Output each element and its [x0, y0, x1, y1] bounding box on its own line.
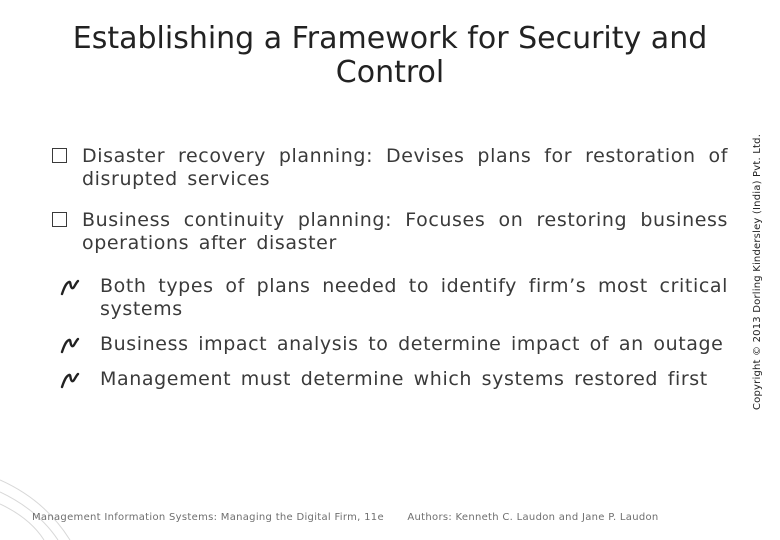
bullet-item — [52, 145, 728, 191]
bullet-text: Disaster recovery planning: Devises plans for restoration of disrupted services — [82, 145, 728, 190]
sub-bullet-text: Management must determine which systems restored first — [100, 368, 708, 390]
swirl-bullet-icon — [60, 278, 82, 296]
sub-bullet-item — [54, 368, 728, 391]
slide-title-line2: Control — [335, 55, 445, 90]
bullet-item — [52, 209, 728, 255]
copyright-text: Copyright © 2013 Dorling Kindersley (India) Pvt. Ltd. — [752, 133, 763, 410]
sub-bullet-text: Business impact analysis to determine impact of an outage — [100, 333, 724, 355]
sub-bullet-item — [54, 333, 728, 356]
footer-book-title: Management Information Systems: Managing — [32, 512, 273, 523]
square-bullet-icon — [52, 212, 67, 227]
footer-edition: the Digital Firm, 11e — [275, 512, 384, 523]
corner-decoration — [0, 470, 90, 540]
slide-footer — [32, 512, 659, 523]
slide-title — [40, 22, 740, 90]
swirl-bullet-icon — [60, 336, 82, 354]
square-bullet-icon — [52, 148, 67, 163]
sub-bullet-item — [54, 275, 728, 321]
sub-bullet-text: Both types of plans needed to identify firm’s most critical systems — [100, 275, 728, 320]
bullet-text: Business continuity planning: Focuses on restoring business operations after disaster — [82, 209, 728, 254]
swirl-bullet-icon — [60, 371, 82, 389]
footer-authors: Authors: Kenneth C. Laudon and Jane P. Laudon — [407, 512, 659, 523]
slide-body — [52, 145, 728, 403]
copyright-notice — [752, 133, 780, 410]
slide-title-line1: Establishing a Framework for Security and — [72, 21, 708, 56]
